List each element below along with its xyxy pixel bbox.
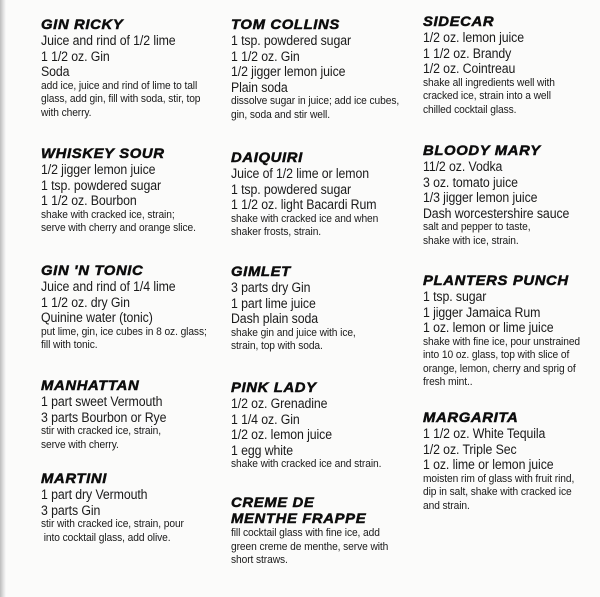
recipe-title-line2: MENTHE FRAPPE [231, 510, 367, 526]
instructions: serve with cherry. [41, 438, 119, 451]
instructions: stir with cracked ice, strain, [41, 425, 162, 438]
ingredient: Juice and rind of 1/2 lime [41, 33, 176, 48]
instructions: shake gin and juice with ice, [231, 326, 356, 339]
ingredient: 3 parts Bourbon or Rye [41, 409, 167, 425]
instructions: shake with cracked ice and strain. [231, 458, 382, 471]
instructions: salt and pepper to taste, [423, 221, 531, 234]
recipe-title: GIN 'N TONIC [41, 262, 144, 278]
recipe-title: PINK LADY [231, 379, 317, 395]
ingredient: 1 oz. lemon or lime juice [423, 320, 554, 336]
ingredient: 1/3 jigger lemon juice [423, 190, 538, 206]
ingredient: 1 part lime juice [231, 295, 316, 311]
ingredient: 1 oz. lime or lemon juice [423, 457, 554, 473]
ingredient: Soda [41, 64, 70, 80]
instructions: shake with ice, strain. [423, 234, 519, 247]
instructions: fill with tonic. [41, 339, 98, 352]
instructions: shaker frosts, strain. [231, 226, 322, 239]
ingredient: 1 1/2 oz. Gin [231, 48, 300, 64]
instructions: green creme de menthe, serve with [231, 540, 389, 553]
ingredient: 1 1/2 oz. White Tequila [423, 426, 546, 441]
recipe-whiskey-sour [41, 146, 226, 236]
ingredient: 1 tsp. powdered sugar [231, 33, 351, 48]
instructions: add ice, juice and rind of lime to tall [41, 79, 198, 92]
instructions: moisten rim of glass with fruit rind, [423, 472, 575, 485]
ingredient: 1 1/2 oz. Brandy [423, 45, 512, 61]
recipe-title: GIMLET [231, 263, 291, 279]
instructions: put lime, gin, ice cubes in 8 oz. glass; [41, 325, 207, 338]
ingredient: Dash worcestershire sauce [423, 205, 570, 221]
recipe-title: MARGARITA [423, 409, 519, 425]
instructions: dip in salt, shake with cracked ice [423, 486, 572, 499]
page-fold-shadow [0, 0, 6, 597]
recipe-martini [41, 471, 226, 545]
recipe-planters-punch [423, 273, 598, 390]
recipe-title: DAIQUIRI [231, 149, 303, 165]
recipe-title: PLANTERS PUNCH [423, 272, 569, 288]
recipe-sidecar [423, 14, 598, 117]
instructions: shake all ingredients well with [423, 76, 555, 89]
recipe-daiquiri [231, 150, 421, 240]
instructions: chilled cocktail glass. [423, 103, 517, 116]
instructions: and strain. [423, 499, 470, 512]
instructions: into cocktail glass, add olive. [41, 531, 171, 544]
ingredient: 1/2 oz. Triple Sec [423, 441, 517, 457]
recipe-tom-collins [231, 17, 421, 122]
ingredient: 1 1/2 oz. light Bacardi Rum [231, 197, 377, 213]
instructions: orange, lemon, cherry and sprig of [423, 362, 576, 375]
instructions: stir with cracked ice, strain, pour [41, 518, 184, 531]
ingredient: 1 tsp. sugar [423, 289, 487, 304]
ingredient: 1 1/2 oz. Gin [41, 48, 110, 64]
recipe-title: GIN RICKY [41, 16, 124, 32]
ingredient: 1 part sweet Vermouth [41, 394, 163, 409]
ingredient: 1 egg white [231, 442, 293, 458]
ingredient: 1/2 oz. lemon juice [231, 427, 332, 443]
ingredient: 1 tsp. powdered sugar [41, 177, 161, 193]
recipe-margarita [423, 410, 598, 513]
recipe-manhattan [41, 378, 226, 452]
ingredient: 1 jigger Jamaica Rum [423, 304, 541, 320]
instructions: short straws. [231, 554, 288, 566]
ingredient: Plain soda [231, 79, 288, 95]
instructions: strain, top with soda. [231, 340, 323, 353]
instructions: with cherry. [41, 106, 92, 119]
instructions: dissolve sugar in juice; add ice cubes, [231, 95, 400, 108]
ingredient: 1/2 oz. lemon juice [423, 30, 524, 45]
instructions: shake with fine ice, pour unstrained [423, 335, 581, 348]
ingredient: Quinine water (tonic) [41, 310, 153, 326]
recipe-title: CREME DE [231, 494, 315, 510]
instructions: glass, add gin, fill with soda, stir, top [41, 93, 201, 106]
recipe-gin-ricky [41, 17, 226, 120]
instructions: fill cocktail glass with fine ice, add [231, 527, 380, 539]
recipe-gin-n-tonic [41, 263, 226, 353]
ingredient: 1/2 jigger lemon juice [231, 64, 346, 80]
ingredient: 3 parts dry Gin [231, 280, 311, 295]
ingredient: Dash plain soda [231, 311, 318, 327]
recipe-creme-de-menthe-frappe [231, 495, 421, 568]
ingredient: 1/2 jigger lemon juice [41, 162, 156, 177]
recipe-pink-lady [231, 380, 421, 472]
ingredient: 1 1/2 oz. Bourbon [41, 193, 137, 209]
instructions: serve with cherry and orange slice. [41, 222, 196, 235]
recipe-title: MARTINI [41, 470, 108, 486]
recipe-title: TOM COLLINS [231, 16, 340, 32]
ingredient: 1 1/4 oz. Gin [231, 411, 300, 427]
instructions: cracked ice, strain into a well [423, 90, 551, 103]
ingredient: Juice of 1/2 lime or lemon [231, 166, 369, 181]
instructions: shake with cracked ice and when [231, 212, 379, 225]
recipe-title: WHISKEY SOUR [41, 145, 165, 161]
ingredient: 3 oz. tomato juice [423, 174, 518, 190]
ingredient: Juice and rind of 1/4 lime [41, 279, 176, 294]
recipe-gimlet [231, 264, 421, 354]
instructions: fresh mint.. [423, 376, 473, 389]
instructions: shake with cracked ice, strain; [41, 208, 175, 221]
recipe-bloody-mary [423, 143, 598, 248]
ingredient: 1 1/2 oz. dry Gin [41, 294, 130, 310]
ingredient: 1 part dry Vermouth [41, 487, 148, 502]
recipe-title: BLOODY MARY [423, 142, 541, 158]
ingredient: 11/2 oz. Vodka [423, 159, 503, 174]
instructions: gin, soda and stir well. [231, 108, 330, 121]
recipe-title: SIDECAR [423, 13, 495, 29]
ingredient: 1 tsp. powdered sugar [231, 181, 351, 197]
ingredient: 1/2 oz. Cointreau [423, 61, 516, 77]
recipe-title: MANHATTAN [41, 377, 140, 393]
ingredient: 1/2 oz. Grenadine [231, 396, 328, 411]
ingredient: 3 parts Gin [41, 502, 101, 518]
instructions: into 10 oz. glass, top with slice of [423, 349, 570, 362]
